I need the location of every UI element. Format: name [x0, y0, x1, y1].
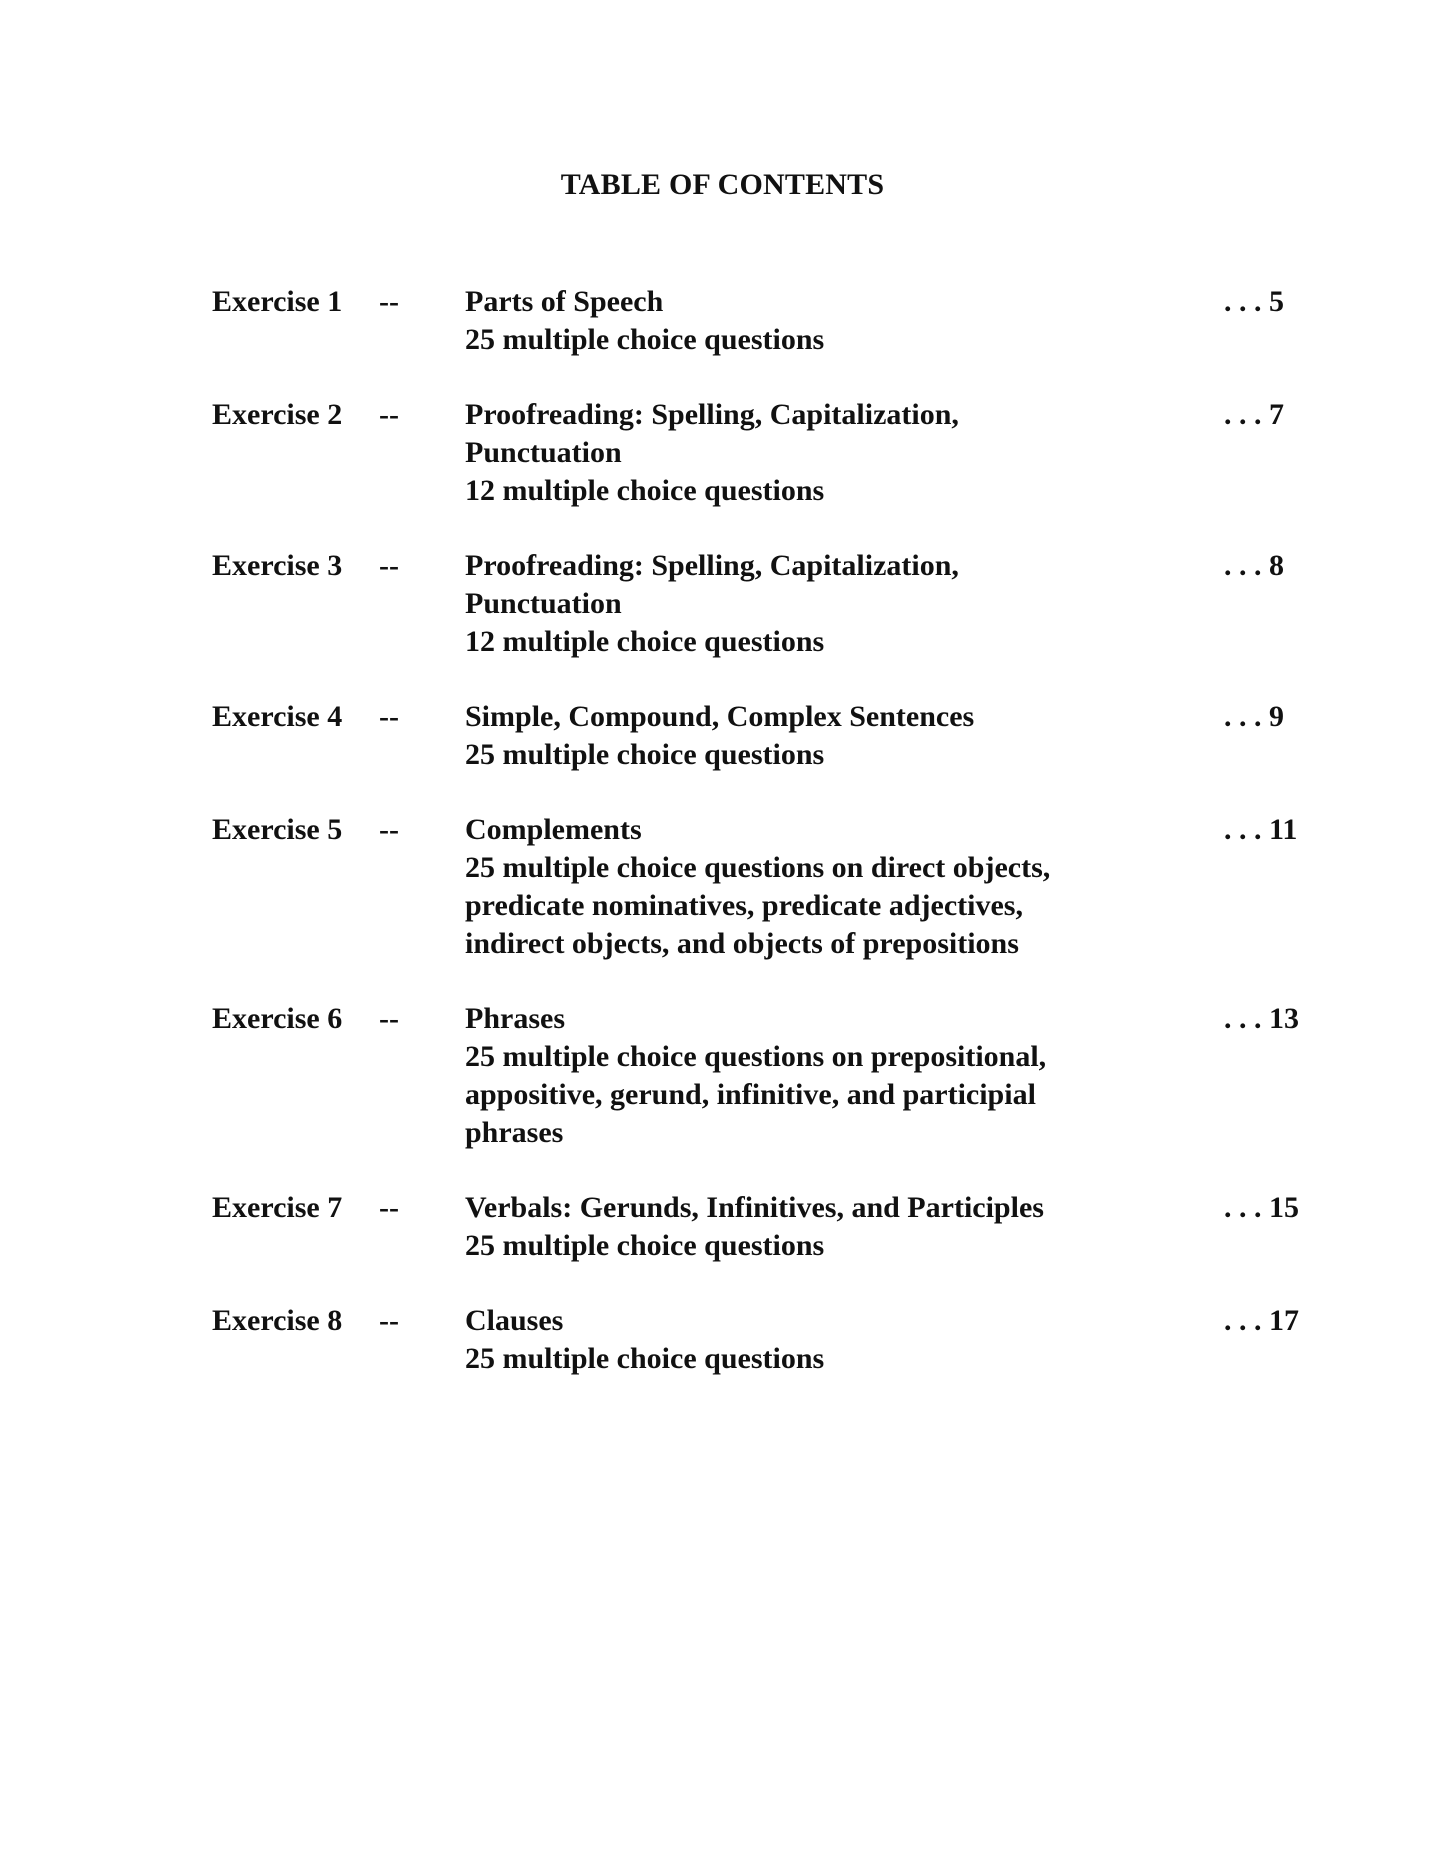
- exercise-label: Exercise 2: [212, 398, 343, 431]
- toc-entry-exercise-5: [212, 811, 1322, 963]
- entry-title: Proofreading: Spelling, Capitalization,: [465, 398, 959, 431]
- entry-title: Proofreading: Spelling, Capitalization,: [465, 549, 959, 582]
- entry-title: Simple, Compound, Complex Sentences: [465, 700, 975, 733]
- entry-detail: indirect objects, and objects of prepositions: [465, 927, 1019, 960]
- entry-description: [465, 698, 1125, 774]
- entry-title-continued: Punctuation: [465, 436, 622, 469]
- entry-separator: --: [379, 549, 399, 582]
- entry-separator: --: [379, 1304, 399, 1337]
- entry-description: [465, 283, 1125, 359]
- entry-separator: --: [379, 1191, 399, 1224]
- entry-description: [465, 811, 1125, 963]
- entry-detail: 12 multiple choice questions: [465, 474, 825, 507]
- toc-entry-exercise-3: [212, 547, 1322, 661]
- entry-detail: 25 multiple choice questions: [465, 1229, 825, 1262]
- page-title: TABLE OF CONTENTS: [560, 168, 885, 201]
- page-number: . . . 8: [1224, 549, 1284, 582]
- entry-description: [465, 547, 1125, 661]
- entry-description: [465, 1302, 1125, 1378]
- entry-detail: 25 multiple choice questions: [465, 323, 825, 356]
- exercise-label: Exercise 1: [212, 285, 343, 318]
- page-number: . . . 7: [1224, 398, 1284, 431]
- toc-entry-exercise-1: [212, 283, 1322, 359]
- entry-title: Clauses: [465, 1304, 564, 1337]
- entry-description: [465, 1189, 1125, 1265]
- entry-separator: --: [379, 700, 399, 733]
- entry-title: Parts of Speech: [465, 285, 664, 318]
- entry-detail: appositive, gerund, infinitive, and participial: [465, 1078, 1036, 1111]
- page-number: . . . 13: [1224, 1002, 1299, 1035]
- exercise-label: Exercise 8: [212, 1304, 343, 1337]
- exercise-label: Exercise 7: [212, 1191, 343, 1224]
- exercise-label: Exercise 4: [212, 700, 343, 733]
- entry-detail: predicate nominatives, predicate adjectives,: [465, 889, 1023, 922]
- entry-title: Verbals: Gerunds, Infinitives, and Participles: [465, 1191, 1044, 1224]
- toc-entry-exercise-4: [212, 698, 1322, 774]
- exercise-label: Exercise 5: [212, 813, 343, 846]
- toc-entry-exercise-7: [212, 1189, 1322, 1265]
- entry-detail: 25 multiple choice questions: [465, 1342, 825, 1375]
- exercise-label: Exercise 6: [212, 1002, 343, 1035]
- toc-entry-exercise-8: [212, 1302, 1322, 1378]
- entry-description: [465, 396, 1125, 510]
- entry-detail: 25 multiple choice questions: [465, 738, 825, 771]
- entry-title-continued: Punctuation: [465, 587, 622, 620]
- entry-title: Phrases: [465, 1002, 565, 1035]
- entry-detail: 12 multiple choice questions: [465, 625, 825, 658]
- table-of-contents: [212, 283, 1322, 1415]
- page-number: . . . 17: [1224, 1304, 1299, 1337]
- entry-separator: --: [379, 398, 399, 431]
- page-number: . . . 9: [1224, 700, 1284, 733]
- entry-separator: --: [379, 285, 399, 318]
- toc-entry-exercise-2: [212, 396, 1322, 510]
- entry-detail: 25 multiple choice questions on direct objects,: [465, 851, 1051, 884]
- entry-title: Complements: [465, 813, 642, 846]
- exercise-label: Exercise 3: [212, 549, 343, 582]
- entry-detail: phrases: [465, 1116, 564, 1149]
- page-number: . . . 11: [1224, 813, 1298, 846]
- entry-separator: --: [379, 813, 399, 846]
- toc-entry-exercise-6: [212, 1000, 1322, 1152]
- entry-detail: 25 multiple choice questions on prepositional,: [465, 1040, 1047, 1073]
- entry-separator: --: [379, 1002, 399, 1035]
- entry-description: [465, 1000, 1125, 1152]
- page-number: . . . 15: [1224, 1191, 1299, 1224]
- page-number: . . . 5: [1224, 285, 1284, 318]
